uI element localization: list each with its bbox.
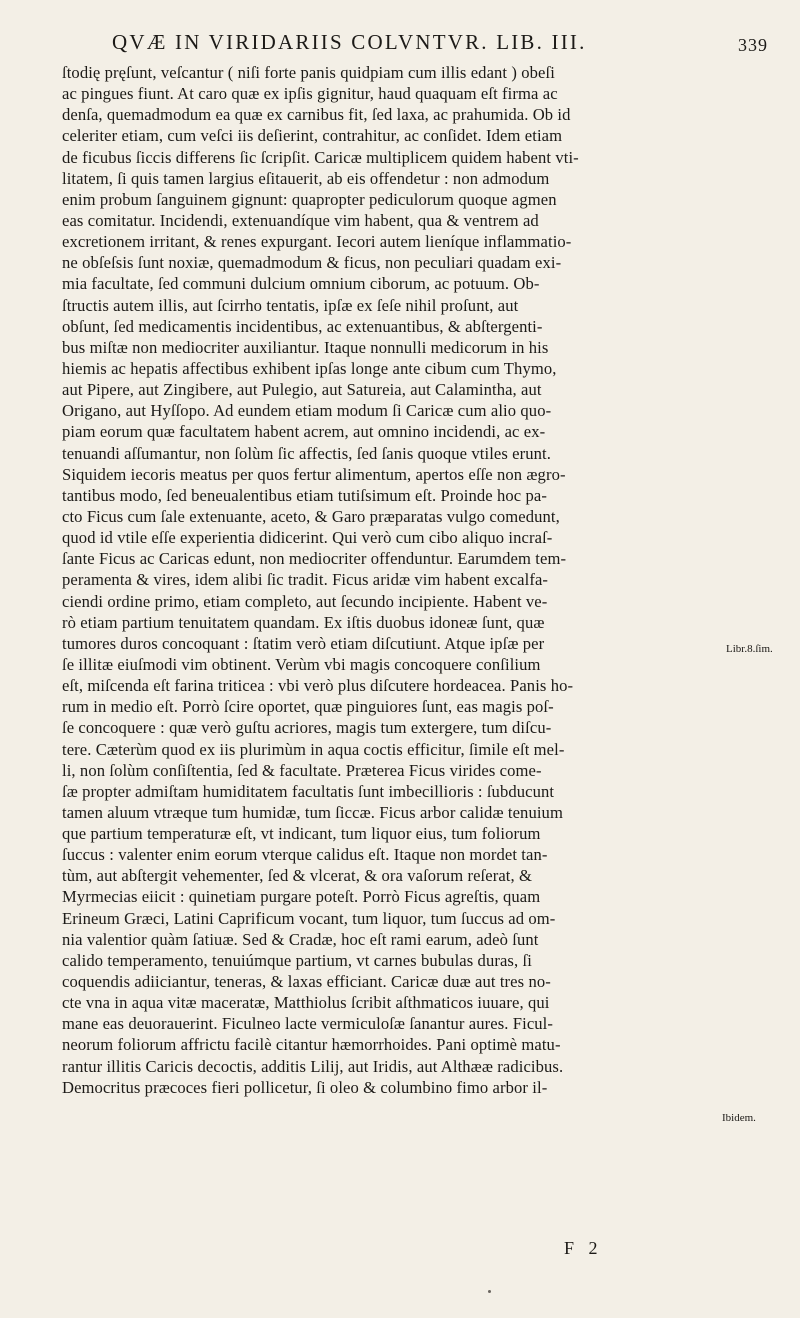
text-line: ſuccus : valenter enim eorum vterque calidus eſt. Itaque non mordet tan- xyxy=(62,845,548,865)
text-line: ſe illitæ eiuſmodi vim obtinent. Verùm vbi magis concoquere conſilium xyxy=(62,654,541,674)
text-line: calido temperamento, tenuiúmque partium, vt carnes bubulas duras, ſi xyxy=(62,950,532,970)
text-line: tantibus modo, ſed beneualentibus etiam tutiſsimum eſt. Proinde hoc pa- xyxy=(62,485,548,505)
running-head: QVÆ IN VIRIDARIIS COLVNTVR. LIB. III. xyxy=(112,30,587,54)
text-line: Erineum Græci, Latini Caprificum vocant, tum liquor, tum ſuccus ad om- xyxy=(62,908,556,928)
text-line: ciendi ordine primo, etiam completo, aut ſecundo incipiente. Habent ve- xyxy=(62,591,548,611)
text-line: eſt, miſcenda eſt farina triticea : vbi verò plus diſcutere hordeacea. Panis ho- xyxy=(62,676,574,696)
text-line: obſunt, ſed medicamentis incidentibus, ac extenuantibus, & abſtergenti- xyxy=(62,316,543,336)
text-line: de ficubus ſiccis differens ſic ſcripſit. Caricæ multiplicem quidem habent vti- xyxy=(62,147,579,167)
text-line: neorum foliorum affrictu facilè citantur hæmorrhoides. Pani optimè matu- xyxy=(62,1035,561,1055)
text-line: ſæ propter admiſtam humiditatem facultatis ſunt imbecillioris : ſubducunt xyxy=(62,781,555,801)
page-number: 339 xyxy=(738,35,768,55)
text-line: nia valentior quàm ſatiuæ. Sed & Cradæ, hoc eſt rami earum, adeò ſunt xyxy=(62,929,539,949)
text-line: bus miſtæ non mediocriter auxiliantur. Itaque nonnulli medicorum in his xyxy=(62,337,549,357)
text-line: enim probum ſanguinem gignunt: quapropter pediculorum quoque agmen xyxy=(62,189,557,209)
text-line: rantur illitis Caricis decoctis, additis Lilij, aut Iridis, aut Althææ radicibus. xyxy=(62,1056,564,1076)
text-line: cto Ficus cum ſale extenuante, aceto, & Garo præparatas vulgo comedunt, xyxy=(62,506,560,526)
text-line: coquendis adiiciantur, teneras, & laxas efficiant. Caricæ duæ aut tres no- xyxy=(62,972,551,992)
text-line: ne obſeſsis ſunt noxiæ, quemadmodum & ficus, non peculiari quadam exi- xyxy=(62,253,562,273)
margin-note: Libr.8.ſim. xyxy=(726,643,773,655)
text-line: rò etiam partium tenuitatem quandam. Ex iſtis duobus idoneæ ſunt, quæ xyxy=(62,612,545,632)
text-line: quod id vtile eſſe experientia didicerint. Qui verò cum cibo aliquo incraſ- xyxy=(62,528,553,548)
text-line: eas comitatur. Incidendi, extenuandíque vim habent, qua & ventrem ad xyxy=(62,210,539,230)
text-line: aut Pipere, aut Zingibere, aut Pulegio, aut Satureia, aut Calamintha, aut xyxy=(62,380,542,400)
text-line: Myrmecias eiicit : quinetiam purgare poteſt. Porrò Ficus agreſtis, quam xyxy=(62,887,541,907)
text-line: piam eorum quæ facultatem habent acrem, aut omnino incidendi, ac ex- xyxy=(62,422,546,442)
text-line: tumores duros concoquant : ſtatim verò etiam diſcutiunt. Atque ipſæ per xyxy=(62,633,545,653)
text-line: mane eas deuorauerint. Ficulneo lacte vermiculoſæ ſanantur aures. Ficul- xyxy=(62,1014,554,1034)
text-line: Democritus præcoces fieri pollicetur, ſi oleo & columbino fimo arbor il- xyxy=(62,1077,548,1097)
text-line: tere. Cæterùm quod ex iis plurimùm in aqua coctis efficitur, ſimile eſt mel- xyxy=(62,739,565,759)
body-text xyxy=(62,62,722,1098)
text-line: que partium temperaturæ eſt, vt indicant, tum liquor eius, tum foliorum xyxy=(62,824,541,844)
text-line: tùm, aut abſtergit vehementer, ſed & vlcerat, & ora vaſorum reſerat, & xyxy=(62,866,533,886)
signature-mark: F 2 xyxy=(564,1238,603,1258)
text-line: hiemis ac hepatis affectibus exhibent ipſas longe ante cibum cum Thymo, xyxy=(62,358,557,378)
text-line: litatem, ſi quis tamen largius eſitauerit, ab eis offendetur : non admodum xyxy=(62,168,550,188)
text-line: mia facultate, ſed communi dulcium omnium ciborum, ac potuum. Ob- xyxy=(62,274,540,294)
text-line: cte vna in aqua vitæ maceratæ, Matthiolus ſcribit aſthmaticos iuuare, qui xyxy=(62,993,550,1013)
text-line: ſtructis autem illis, aut ſcirrho tentatis, ipſæ ex ſeſe nihil proſunt, aut xyxy=(62,295,519,315)
text-line: ſe concoquere : quæ verò guſtu acriores, magis tum extergere, tum diſcu- xyxy=(62,718,552,738)
text-line: tenuandi aſſumantur, non ſolùm ſic affectis, ſed ſanis quoque vtiles erunt. xyxy=(62,443,552,463)
text-line: tamen aluum vtræque tum humidæ, tum ſiccæ. Ficus arbor calidæ tenuium xyxy=(62,802,563,822)
text-line: ac pingues fiunt. At caro quæ ex ipſis gignitur, haud quaquam eſt firma ac xyxy=(62,84,558,104)
text-line: Origano, aut Hyſſopo. Ad eundem etiam modum ſi Caricæ cum alio quo- xyxy=(62,401,552,421)
text-line: ſtodię pręſunt, veſcantur ( niſi forte panis quidpiam cum illis edant ) obeſi xyxy=(62,63,555,82)
text-line: Siquidem iecoris meatus per quos fertur alimentum, apertos eſſe non ægro- xyxy=(62,464,566,484)
text-line: li, non ſolùm conſiſtentia, ſed & facultate. Præterea Ficus virides come- xyxy=(62,760,542,780)
text-line: ſante Ficus ac Caricas edunt, non mediocriter offenduntur. Earumdem tem- xyxy=(62,549,567,569)
ink-speck xyxy=(488,1290,491,1293)
text-line: excretionem irritant, & renes expurgant. Iecori autem lieníque inflammatio- xyxy=(62,232,572,252)
text-line: denſa, quemadmodum ea quæ ex carnibus fit, ſed laxa, ac prahumida. Ob id xyxy=(62,105,571,125)
text-line: celeriter etiam, cum veſci iis deſierint, contrahitur, ac conſidet. Idem etiam xyxy=(62,126,563,146)
text-line: peramenta & vires, idem alibi ſic tradit. Ficus aridæ vim habent excalfa- xyxy=(62,570,549,590)
text-line: rum in medio eſt. Porrò ſcire oportet, quæ pinguiores ſunt, eas magis poſ- xyxy=(62,697,554,717)
margin-note: Ibidem. xyxy=(722,1112,756,1124)
